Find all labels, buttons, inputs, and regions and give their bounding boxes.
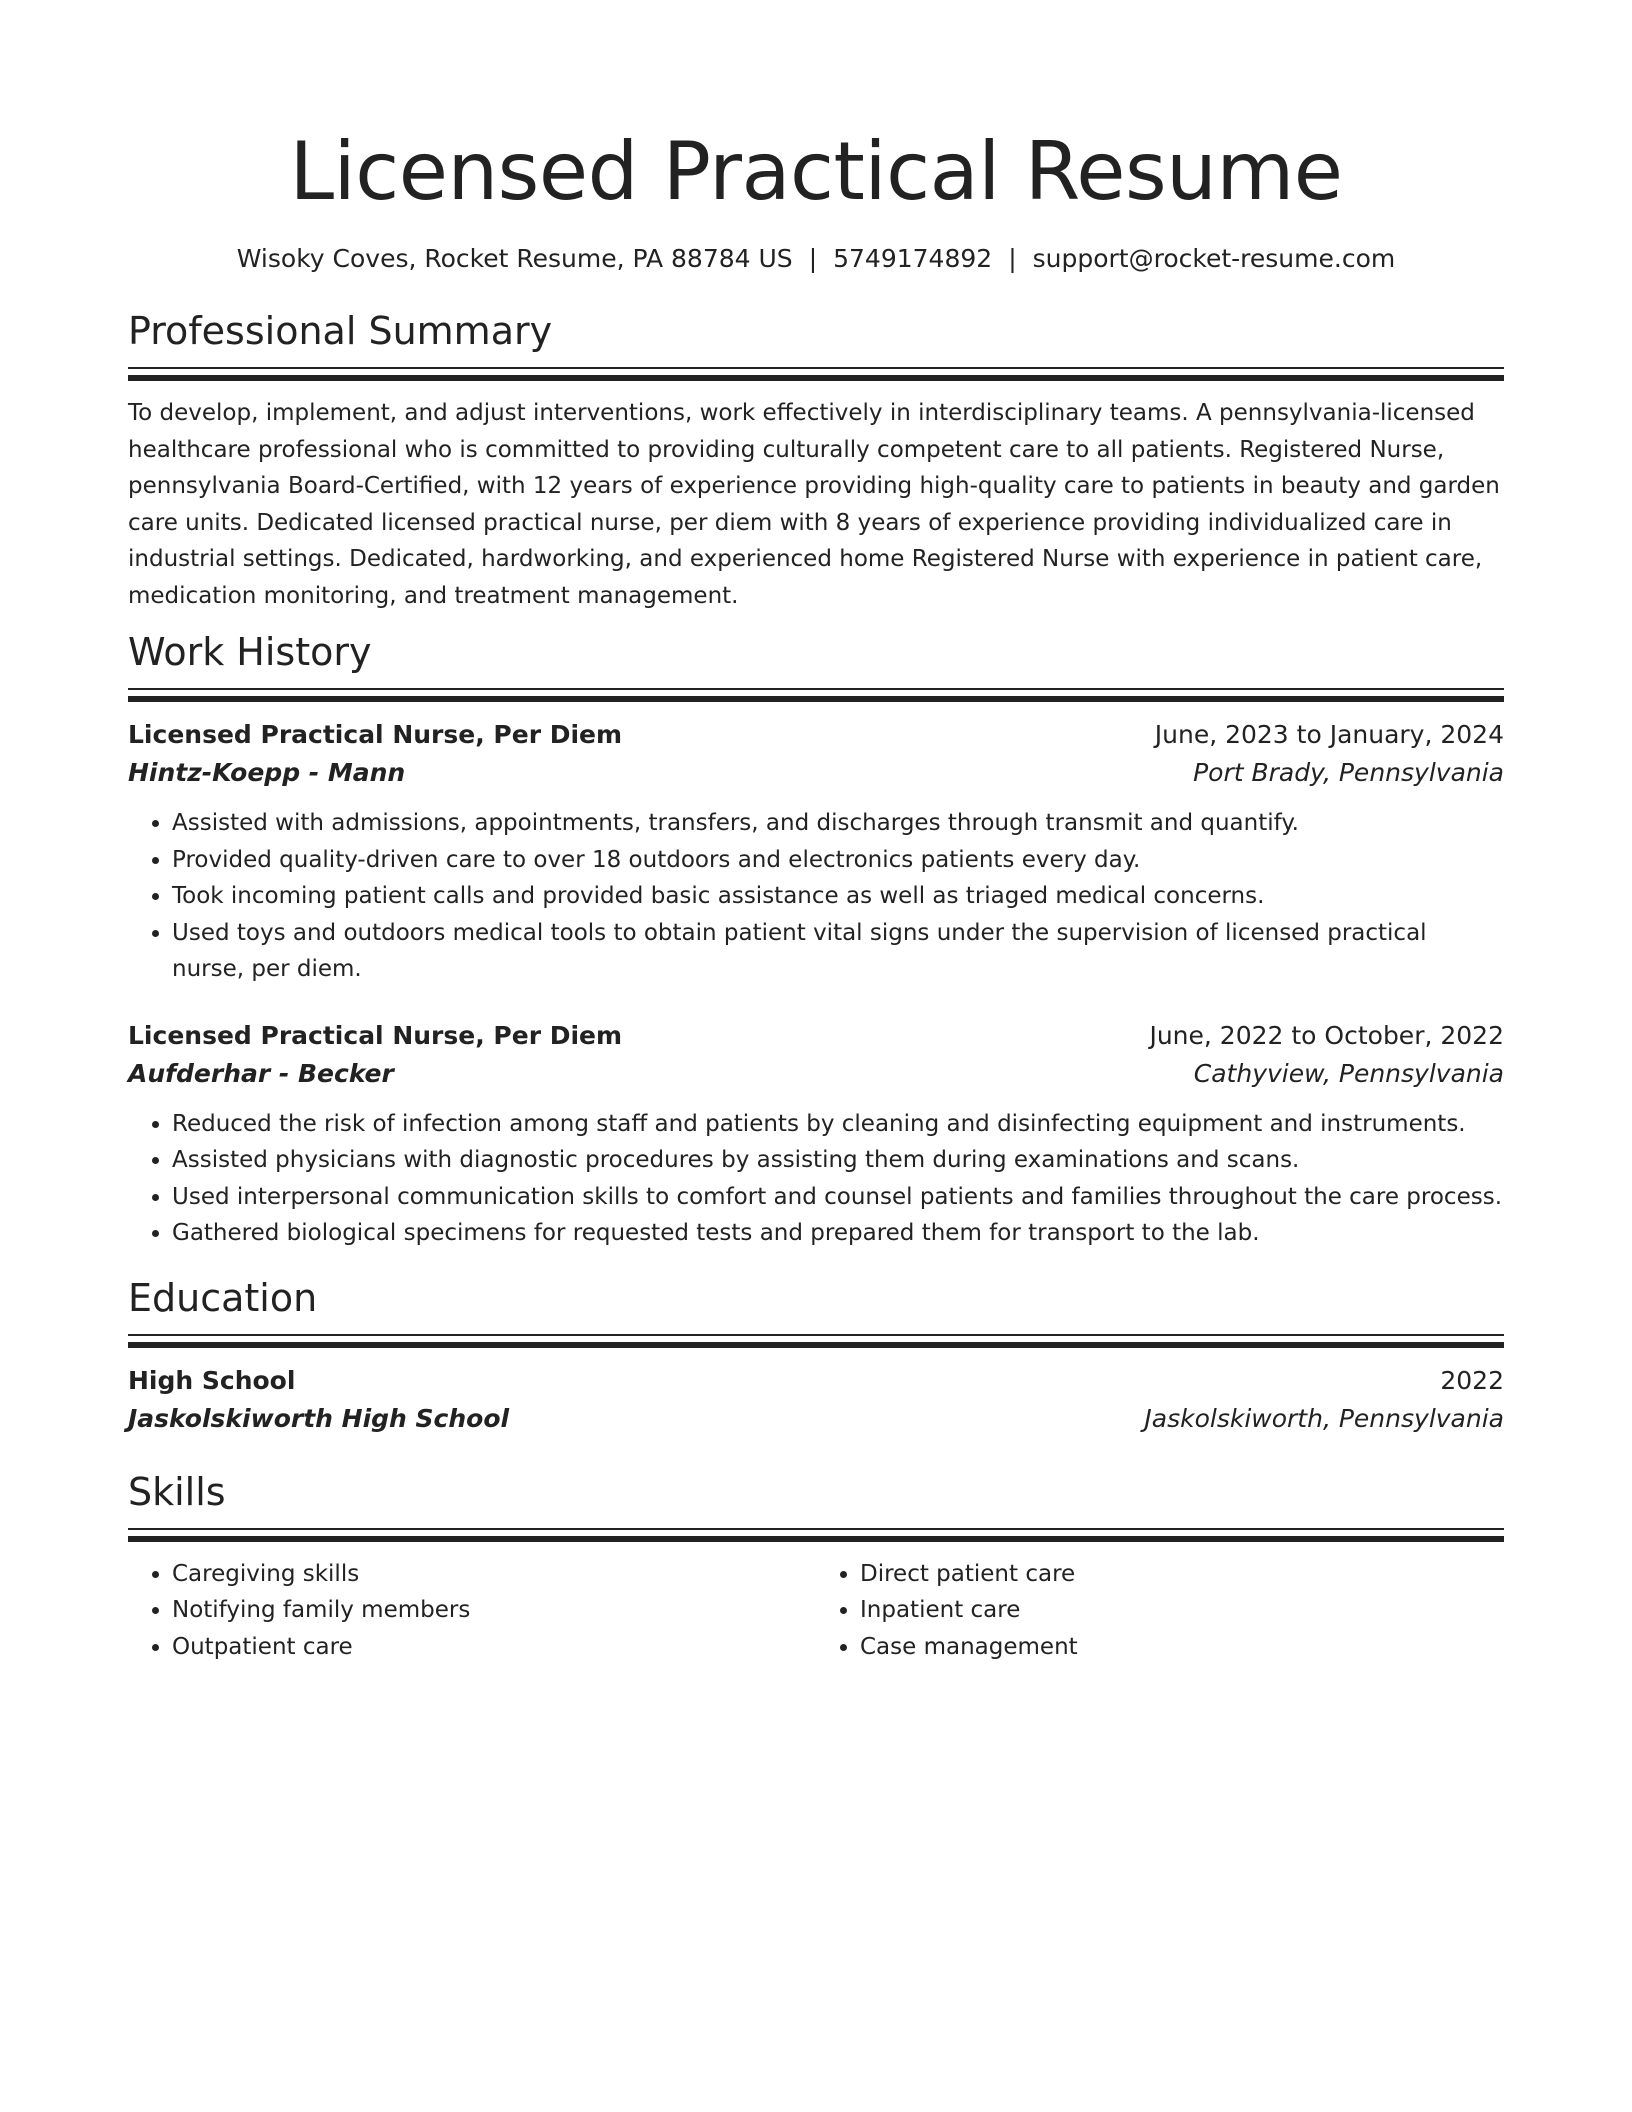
resume-name: Licensed Practical Resume — [289, 125, 1343, 218]
list-item: • Provided quality-driven care to over 18 outdoors and electronics patients every day. — [172, 842, 1504, 879]
education-year: 2022 — [1440, 1365, 1504, 1395]
job-bullets — [128, 1106, 1504, 1252]
list-item: • Notifying family members — [172, 1592, 816, 1629]
section-title-education: Education — [128, 1275, 318, 1320]
list-item: • Case management — [860, 1629, 1504, 1666]
summary-text: To develop, implement, and adjust interventions, work effectively in interdisciplinary teams. A pennsylvania-licensed healthcare professional who is committed to providing culturally competent care to all patients. Registered Nurse, pennsylvania Board-Certified, with 12 years of experience providing high-quality care to patients in beauty and garden care units. Dedicated licensed practical nurse, per diem with 8 years of experience providing individualized care in industrial settings. Dedicated, hardworking, and experienced home Registered Nurse with experience in patient care, medication monitoring, and treatment management. — [128, 400, 1500, 609]
section-title-skills: Skills — [128, 1469, 226, 1514]
job-title: Licensed Practical Nurse, Per Diem — [128, 720, 623, 749]
job-employer: Hintz-Koepp - Mann — [128, 758, 406, 787]
list-item: • Reduced the risk of infection among staff and patients by cleaning and disinfecting equipment and instruments. — [172, 1106, 1504, 1143]
job-location: Port Brady, Pennsylvania — [1193, 758, 1504, 787]
contact-line — [128, 242, 1504, 276]
section-title-work-history: Work History — [128, 630, 372, 674]
contact-address: Wisoky Coves, Rocket Resume, PA 88784 US — [236, 244, 793, 273]
list-item: • Used interpersonal communication skills to comfort and counsel patients and families throughout the care process. — [172, 1179, 1504, 1216]
job-dates: June, 2023 to January, 2024 — [1154, 720, 1504, 749]
work-history-section — [128, 628, 1504, 1252]
summary-section — [128, 307, 1504, 614]
list-item: • Inpatient care — [860, 1592, 1504, 1629]
contact-email: support@rocket-resume.com — [1032, 244, 1396, 273]
education-school: Jaskolskiworth High School — [128, 1403, 510, 1433]
list-item: • Assisted with admissions, appointments, transfers, and discharges through transmit and quantify. — [172, 805, 1504, 842]
list-item: • Caregiving skills — [172, 1556, 816, 1593]
job-employer: Aufderhar - Becker — [128, 1058, 394, 1088]
section-divider — [128, 367, 1504, 381]
list-item: • Used toys and outdoors medical tools to obtain patient vital signs under the supervision of licensed practical nurse, per diem. — [172, 915, 1504, 988]
skills-column-right — [816, 1556, 1504, 1666]
section-divider — [128, 688, 1504, 702]
job-entry — [128, 1017, 1504, 1252]
skills-section — [128, 1468, 1504, 1666]
education-degree: High School — [128, 1365, 296, 1395]
skills-column-left — [128, 1556, 816, 1666]
list-item: • Assisted physicians with diagnostic procedures by assisting them during examinations and scans. — [172, 1142, 1504, 1179]
list-item: • Took incoming patient calls and provided basic assistance as well as triaged medical concerns. — [172, 878, 1504, 915]
education-entry — [128, 1362, 1504, 1438]
job-title: Licensed Practical Nurse, Per Diem — [128, 1020, 623, 1050]
contact-phone: 5749174892 — [833, 244, 993, 273]
section-title-summary: Professional Summary — [128, 309, 553, 353]
list-item: • Gathered biological specimens for requested tests and prepared them for transport to the lab. — [172, 1215, 1504, 1252]
job-location: Cathyview, Pennsylvania — [1193, 1058, 1504, 1088]
list-item: • Outpatient care — [172, 1629, 816, 1666]
list-item: • Direct patient care — [860, 1556, 1504, 1593]
skills-grid — [128, 1556, 1504, 1666]
education-location: Jaskolskiworth, Pennsylvania — [1144, 1403, 1504, 1433]
job-entry — [128, 716, 1504, 988]
contact-separator: | — [1008, 244, 1017, 273]
section-divider — [128, 1334, 1504, 1348]
job-dates: June, 2022 to October, 2022 — [1149, 1020, 1504, 1050]
education-section — [128, 1274, 1504, 1438]
contact-separator: | — [808, 244, 818, 273]
job-bullets — [128, 805, 1504, 988]
section-divider — [128, 1528, 1504, 1542]
